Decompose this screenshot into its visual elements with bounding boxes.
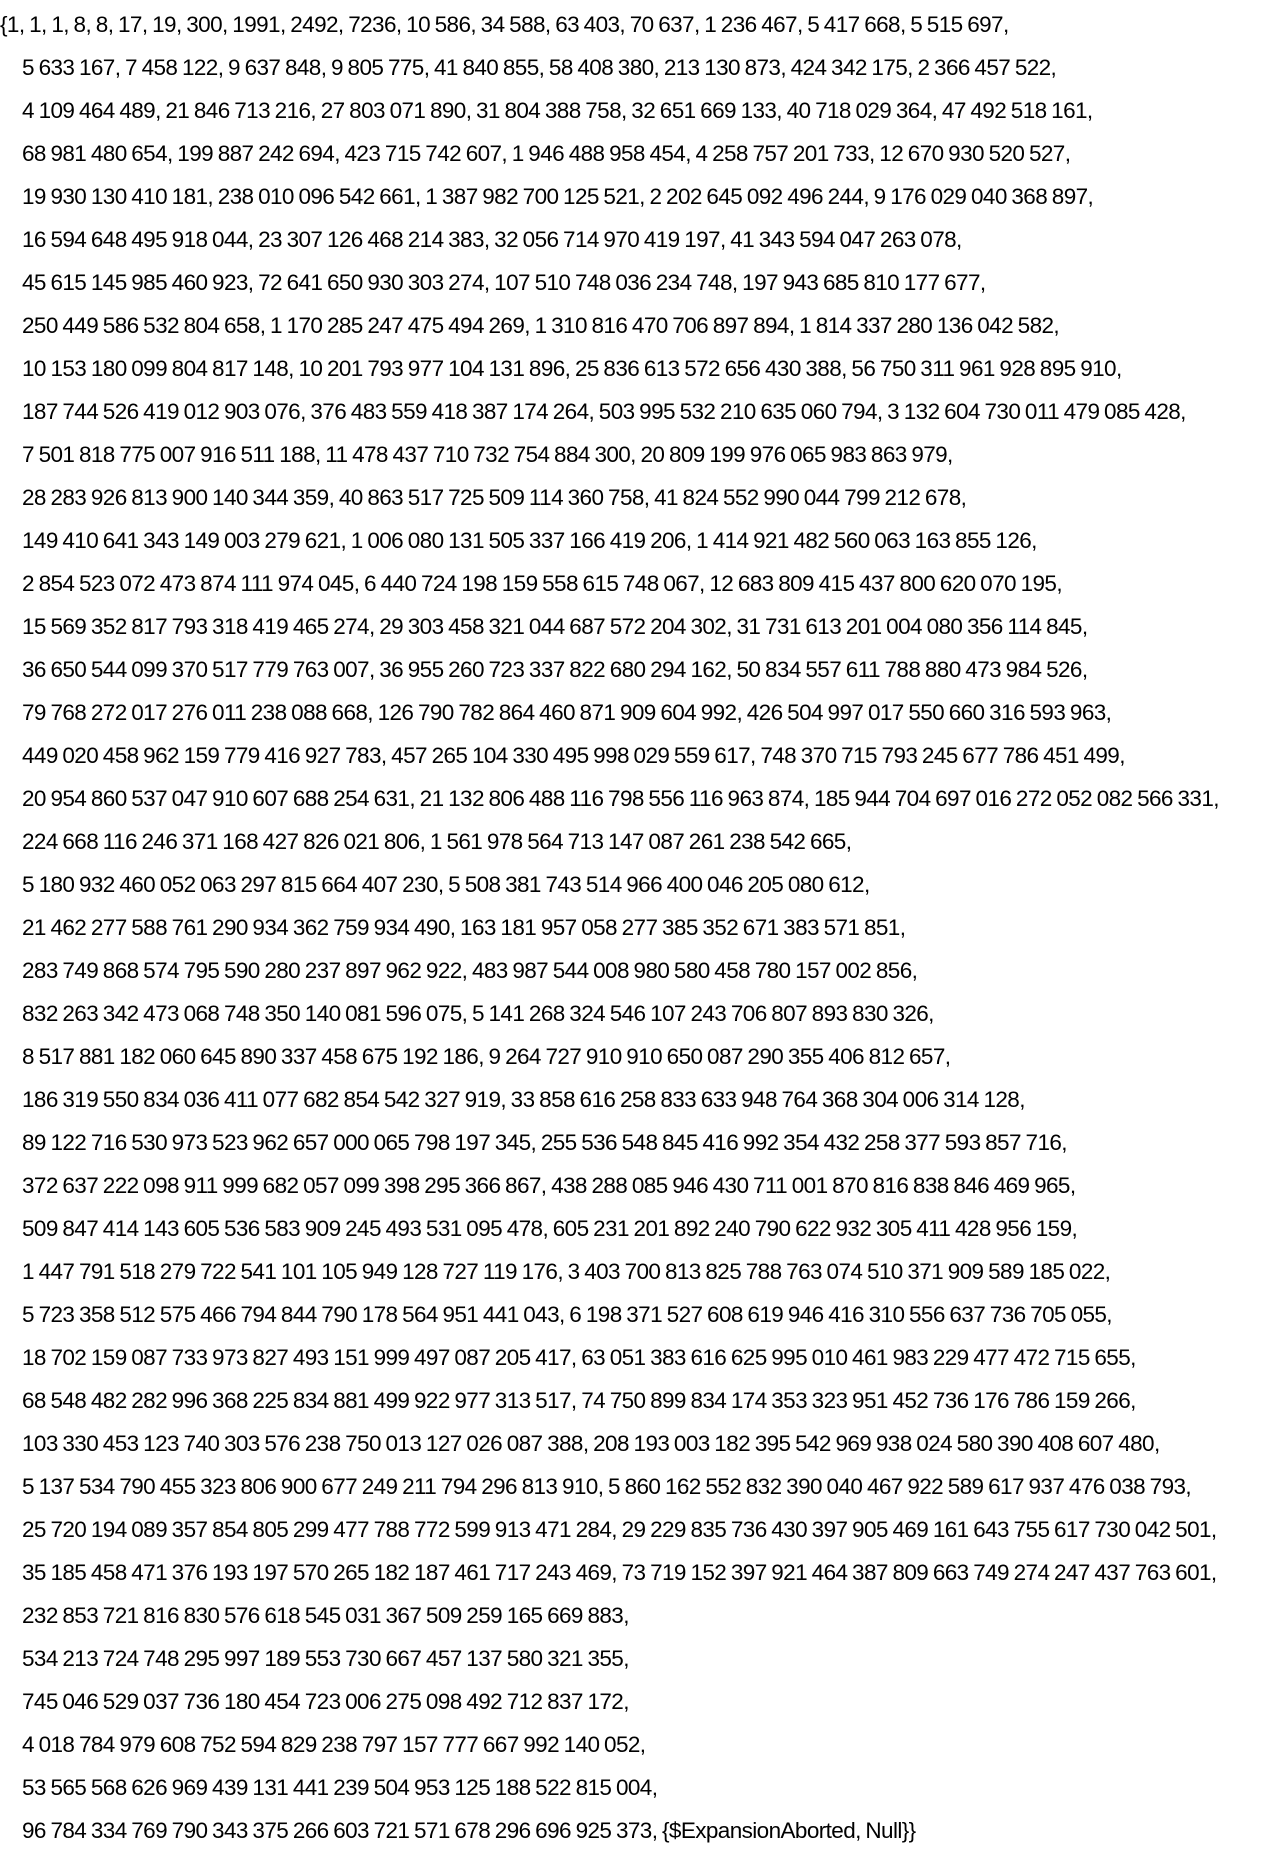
output-line: 250 449 586 532 804 658, 1 170 285 247 475 494 269, 1 310 816 470 706 897 894, 1 814 337 280 136 042 582, xyxy=(22,313,1060,338)
output-line: {1, 1, 1, 8, 8, 17, 19, 300, 1991, 2492, 7236, 10 586, 34 588, 63 403, 70 637, 1 236 467, 5 417 668, 5 515 697, xyxy=(0,12,1009,37)
output-line: 232 853 721 816 830 576 618 545 031 367 509 259 165 669 883, xyxy=(22,1603,629,1628)
output-line: 7 501 818 775 007 916 511 188, 11 478 437 710 732 754 884 300, 20 809 199 976 065 983 863 979, xyxy=(22,442,953,467)
output-line: 53 565 568 626 969 439 131 441 239 504 953 125 188 522 815 004, xyxy=(22,1775,658,1800)
output-line: 5 180 932 460 052 063 297 815 664 407 230, 5 508 381 743 514 966 400 046 205 080 612, xyxy=(22,872,870,897)
output-line: 35 185 458 471 376 193 197 570 265 182 187 461 717 243 469, 73 719 152 397 921 464 387 809 663 749 274 247 437 763 601, xyxy=(22,1560,1217,1585)
output-line: 5 137 534 790 455 323 806 900 677 249 211 794 296 813 910, 5 860 162 552 832 390 040 467 922 589 617 937 476 038 793, xyxy=(22,1474,1192,1499)
output-line: 832 263 342 473 068 748 350 140 081 596 075, 5 141 268 324 546 107 243 706 807 893 830 326, xyxy=(22,1001,934,1026)
output-line: 4 109 464 489, 21 846 713 216, 27 803 071 890, 31 804 388 758, 32 651 669 133, 40 718 029 364, 47 492 518 161, xyxy=(22,98,1093,123)
output-line: 224 668 116 246 371 168 427 826 021 806, 1 561 978 564 713 147 087 261 238 542 665, xyxy=(22,829,852,854)
output-line: 20 954 860 537 047 910 607 688 254 631, 21 132 806 488 116 798 556 116 963 874, 185 944 704 697 016 272 052 082 566 331, xyxy=(22,786,1219,811)
output-line: 96 784 334 769 790 343 375 266 603 721 571 678 296 696 925 373, {$ExpansionAborted, Null}} xyxy=(22,1818,916,1843)
output-line: 149 410 641 343 149 003 279 621, 1 006 080 131 505 337 166 419 206, 1 414 921 482 560 063 163 855 126, xyxy=(22,528,1037,553)
output-line: 5 633 167, 7 458 122, 9 637 848, 9 805 775, 41 840 855, 58 408 380, 213 130 873, 424 342 175, 2 366 457 522, xyxy=(22,55,1057,80)
output-line: 745 046 529 037 736 180 454 723 006 275 098 492 712 837 172, xyxy=(22,1689,629,1714)
output-line: 186 319 550 834 036 411 077 682 854 542 327 919, 33 858 616 258 833 633 948 764 368 304 006 314 128, xyxy=(22,1087,1025,1112)
output-line: 187 744 526 419 012 903 076, 376 483 559 418 387 174 264, 503 995 532 210 635 060 794, 3 132 604 730 011 479 085 428, xyxy=(22,399,1186,424)
output-line: 4 018 784 979 608 752 594 829 238 797 157 777 667 992 140 052, xyxy=(22,1732,646,1757)
output-line: 45 615 145 985 460 923, 72 641 650 930 303 274, 107 510 748 036 234 748, 197 943 685 810 177 677, xyxy=(22,270,986,295)
output-line: 16 594 648 495 918 044, 23 307 126 468 214 383, 32 056 714 970 419 197, 41 343 594 047 263 078, xyxy=(22,227,962,252)
output-line: 68 981 480 654, 199 887 242 694, 423 715 742 607, 1 946 488 958 454, 4 258 757 201 733, 12 670 930 520 527, xyxy=(22,141,1071,166)
output-line: 449 020 458 962 159 779 416 927 783, 457 265 104 330 495 998 029 559 617, 748 370 715 793 245 677 786 451 499, xyxy=(22,743,1125,768)
output-line: 534 213 724 748 295 997 189 553 730 667 457 137 580 321 355, xyxy=(22,1646,629,1671)
output-line: 103 330 453 123 740 303 576 238 750 013 127 026 087 388, 208 193 003 182 395 542 969 938 024 580 390 408 607 480, xyxy=(22,1431,1160,1456)
output-line: 2 854 523 072 473 874 111 974 045, 6 440 724 198 159 558 615 748 067, 12 683 809 415 437 800 620 070 195, xyxy=(22,571,1062,596)
output-line: 89 122 716 530 973 523 962 657 000 065 798 197 345, 255 536 548 845 416 992 354 432 258 377 593 857 716, xyxy=(22,1130,1067,1155)
output-line: 79 768 272 017 276 011 238 088 668, 126 790 782 864 460 871 909 604 992, 426 504 997 017 550 660 316 593 963, xyxy=(22,700,1112,725)
output-line: 10 153 180 099 804 817 148, 10 201 793 977 104 131 896, 25 836 613 572 656 430 388, 56 750 311 961 928 895 910, xyxy=(22,356,1122,381)
output-line: 372 637 222 098 911 999 682 057 099 398 295 366 867, 438 288 085 946 430 711 001 870 816 838 846 469 965, xyxy=(22,1173,1076,1198)
output-line: 19 930 130 410 181, 238 010 096 542 661, 1 387 982 700 125 521, 2 202 645 092 496 244, 9 176 029 040 368 897, xyxy=(22,184,1094,209)
output-line: 509 847 414 143 605 536 583 909 245 493 531 095 478, 605 231 201 892 240 790 622 932 305 411 428 956 159, xyxy=(22,1216,1078,1241)
output-line: 5 723 358 512 575 466 794 844 790 178 564 951 441 043, 6 198 371 527 608 619 946 416 310 556 637 736 705 055, xyxy=(22,1302,1112,1327)
output-line: 21 462 277 588 761 290 934 362 759 934 490, 163 181 957 058 277 385 352 671 383 571 851, xyxy=(22,915,906,940)
output-line: 1 447 791 518 279 722 541 101 105 949 128 727 119 176, 3 403 700 813 825 788 763 074 510 371 909 589 185 022, xyxy=(22,1259,1111,1284)
output-line: 8 517 881 182 060 645 890 337 458 675 192 186, 9 264 727 910 910 650 087 290 355 406 812 657, xyxy=(22,1044,951,1069)
output-line: 36 650 544 099 370 517 779 763 007, 36 955 260 723 337 822 680 294 162, 50 834 557 611 788 880 473 984 526, xyxy=(22,657,1088,682)
output-line: 15 569 352 817 793 318 419 465 274, 29 303 458 321 044 687 572 204 302, 31 731 613 201 004 080 356 114 845, xyxy=(22,614,1088,639)
output-line: 283 749 868 574 795 590 280 237 897 962 922, 483 987 544 008 980 580 458 780 157 002 856, xyxy=(22,958,918,983)
output-line: 68 548 482 282 996 368 225 834 881 499 922 977 313 517, 74 750 899 834 174 353 323 951 452 736 176 786 159 266, xyxy=(22,1388,1136,1413)
output-line: 28 283 926 813 900 140 344 359, 40 863 517 725 509 114 360 758, 41 824 552 990 044 799 212 678, xyxy=(22,485,967,510)
output-line: 25 720 194 089 357 854 805 299 477 788 772 599 913 471 284, 29 229 835 736 430 397 905 469 161 643 755 617 730 042 501, xyxy=(22,1517,1217,1542)
output-line: 18 702 159 087 733 973 827 493 151 999 497 087 205 417, 63 051 383 616 625 995 010 461 983 229 477 472 715 655, xyxy=(22,1345,1136,1370)
